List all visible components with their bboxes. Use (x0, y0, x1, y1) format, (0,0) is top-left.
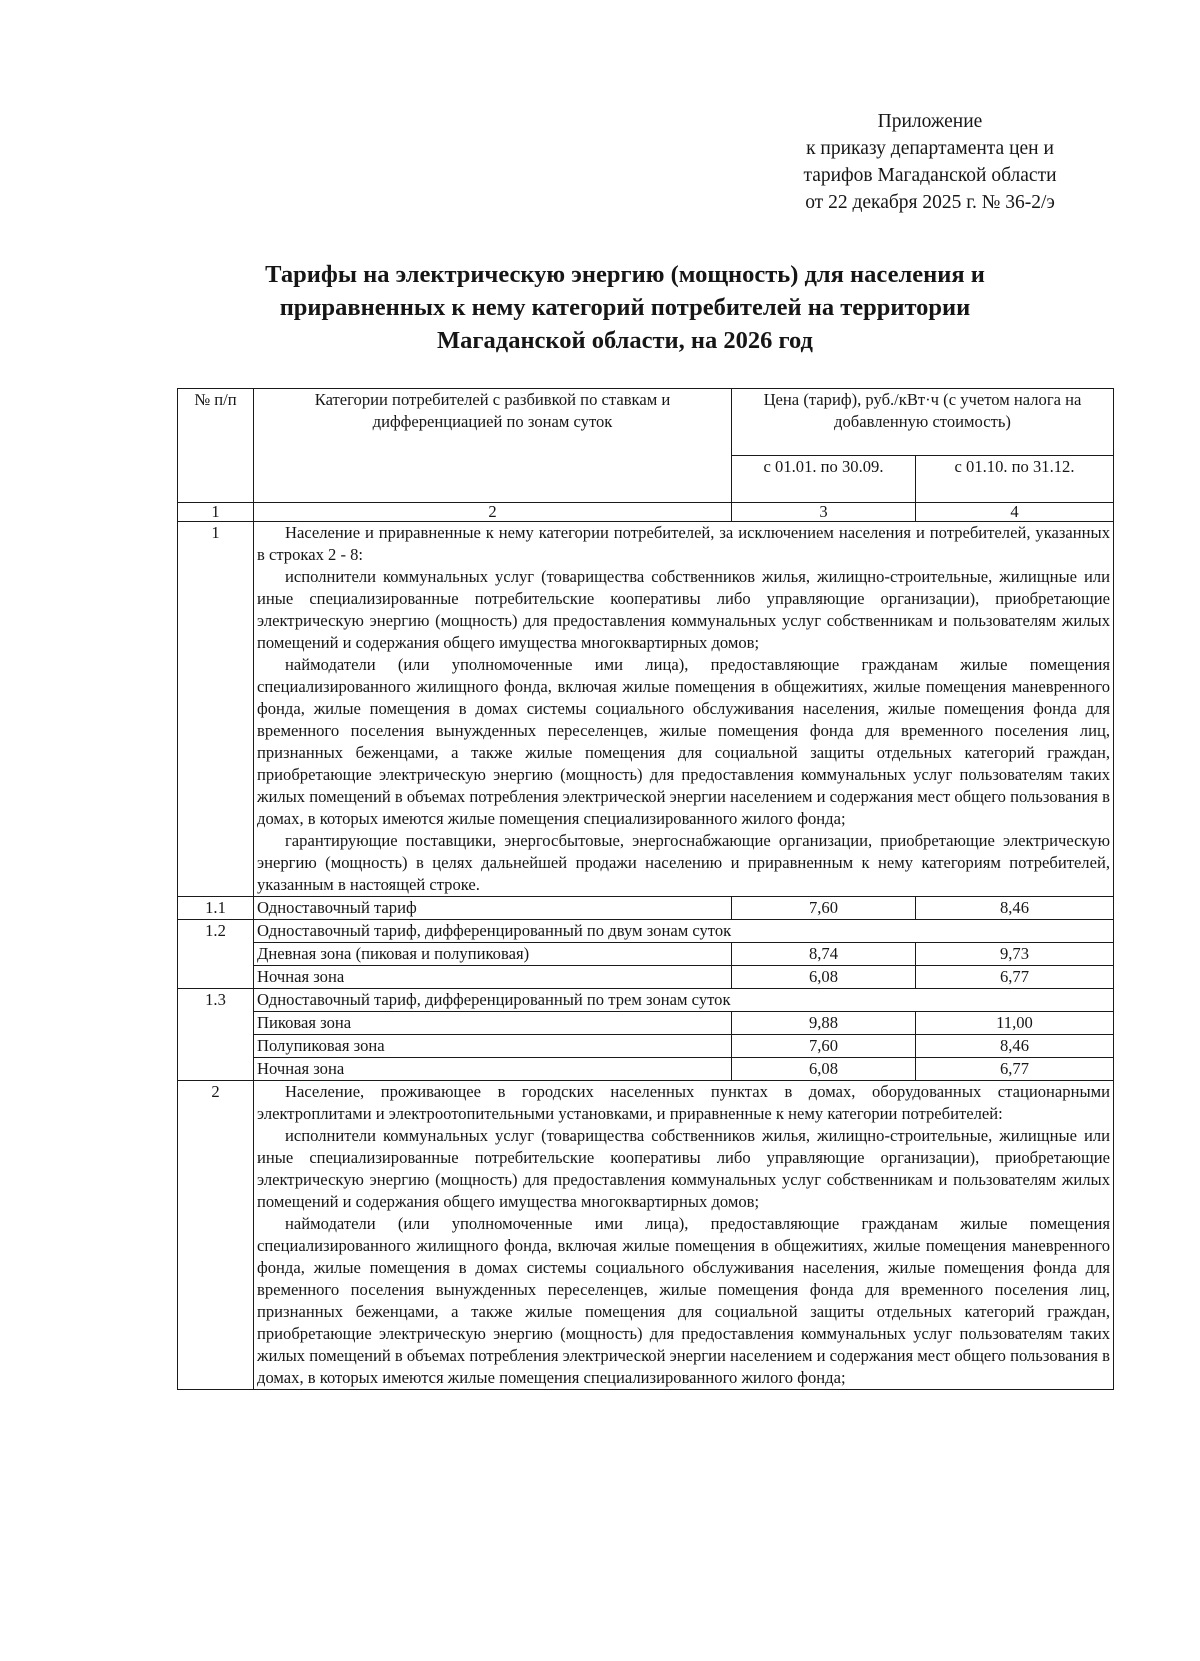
document-title (160, 258, 1090, 357)
zone-label: Ночная зона (254, 966, 732, 989)
table-row (178, 966, 1114, 989)
zone-label: Ночная зона (254, 1058, 732, 1081)
category-description (254, 522, 1114, 897)
paragraph: Население и приравненные к нему категории потребителей, за исключением населения и потребителей, указанных в строках 2 - 8: (257, 523, 1110, 564)
row-number: 1.3 (178, 989, 254, 1081)
tariff-value: 8,46 (916, 897, 1114, 920)
table-header-row (178, 389, 1114, 456)
table-row (178, 943, 1114, 966)
column-index: 4 (916, 503, 1114, 522)
row-number: 2 (178, 1081, 254, 1390)
tariff-value: 8,46 (916, 1035, 1114, 1058)
row-number: 1.2 (178, 920, 254, 989)
tariff-value: 6,77 (916, 1058, 1114, 1081)
appendix-line: тарифов Магаданской области (803, 165, 1057, 186)
appendix-line: к приказу департамента цен и (806, 138, 1054, 159)
row-number: 1 (178, 522, 254, 897)
table-row (178, 989, 1114, 1012)
paragraph: наймодатели (или уполномоченные ими лица), предоставляющие гражданам жилые помещения специализированного жилищного фонда, включая жилые помещения в общежитиях, жилые помещения маневренного фонда, жилые помещения в домах системы социального обслуживания населения, жилые помещения фонда для временного поселения вынужденных переселенцев, жилые помещения фонда для временного поселения лиц, признанных беженцами, а также жилые помещения для социальной защиты отдельных категорий граждан, приобретающие электрическую энергию (мощность) для предоставления коммунальных услуг пользователям таких жилых помещений в объемах потребления электрической энергии населением и содержания мест общего пользования в домах, в которых имеются жилые помещения специализированного жилого фонда; (257, 1214, 1110, 1387)
row-label: Одноставочный тариф, дифференцированный по двум зонам суток (254, 920, 1114, 943)
header-category: Категории потребителей с разбивкой по ставкам и дифференциацией по зонам суток (254, 389, 732, 503)
title-line: приравненных к нему категорий потребителей на территории (279, 294, 971, 321)
tariff-value: 7,60 (732, 1035, 916, 1058)
zone-label: Пиковая зона (254, 1012, 732, 1035)
tariff-value: 9,88 (732, 1012, 916, 1035)
table-row (178, 1081, 1114, 1390)
title-line: Магаданской области, на 2026 год (437, 327, 813, 354)
row-label: Одноставочный тариф, дифференцированный по трем зонам суток (254, 989, 1114, 1012)
table-row (178, 1058, 1114, 1081)
appendix-line: от 22 декабря 2025 г. № 36-2/э (805, 192, 1055, 213)
header-price: Цена (тариф), руб./кВт·ч (с учетом налога на добавленную стоимость) (732, 389, 1114, 456)
table-row (178, 920, 1114, 943)
row-number: 1.1 (178, 897, 254, 920)
column-index: 2 (254, 503, 732, 522)
appendix-line: Приложение (877, 111, 983, 132)
paragraph: исполнители коммунальных услуг (товарищества собственников жилья, жилищно-строительные, жилищные или иные специализированные потребительские кооперативы либо управляющие организации), приобретающие электрическую энергию (мощность) для предоставления коммунальных услуг собственникам и пользователям жилых помещений и содержания общего имущества многоквартирных домов; (257, 1126, 1110, 1211)
tariff-value: 6,77 (916, 966, 1114, 989)
tariff-value: 9,73 (916, 943, 1114, 966)
tariff-value: 11,00 (916, 1012, 1114, 1035)
paragraph: Население, проживающее в городских населенных пунктах в домах, оборудованных стационарными электроплитами и электроотопительными установками, и приравненные к нему категории потребителей: (257, 1082, 1110, 1123)
tariff-value: 6,08 (732, 1058, 916, 1081)
table-row (178, 1035, 1114, 1058)
tariff-table (177, 388, 1114, 1390)
row-label: Одноставочный тариф (254, 897, 732, 920)
title-line: Тарифы на электрическую энергию (мощность) для населения и (265, 261, 985, 288)
column-index: 3 (732, 503, 916, 522)
zone-label: Полупиковая зона (254, 1035, 732, 1058)
paragraph: гарантирующие поставщики, энергосбытовые, энергоснабжающие организации, приобретающие электрическую энергию (мощность) в целях дальнейшей продажи населению и приравненным к нему категориям потребителей, указанным в настоящей строке. (257, 831, 1110, 894)
paragraph: наймодатели (или уполномоченные ими лица), предоставляющие гражданам жилые помещения специализированного жилищного фонда, включая жилые помещения в общежитиях, жилые помещения маневренного фонда, жилые помещения в домах системы социального обслуживания населения, жилые помещения фонда для временного поселения вынужденных переселенцев, жилые помещения фонда для временного поселения лиц, признанных беженцами, а также жилые помещения для социальной защиты отдельных категорий граждан, приобретающие электрическую энергию (мощность) для предоставления коммунальных услуг пользователям таких жилых помещений в объемах потребления электрической энергии населением и содержания мест общего пользования в домах, в которых имеются жилые помещения специализированного жилого фонда; (257, 655, 1110, 828)
table-row (178, 1012, 1114, 1035)
header-num: № п/п (178, 389, 254, 503)
column-index: 1 (178, 503, 254, 522)
tariff-value: 8,74 (732, 943, 916, 966)
tariff-value: 6,08 (732, 966, 916, 989)
table-row (178, 522, 1114, 897)
column-index-row (178, 503, 1114, 522)
header-period-2: с 01.10. по 31.12. (916, 456, 1114, 503)
paragraph: исполнители коммунальных услуг (товарищества собственников жилья, жилищно-строительные, жилищные или иные специализированные потребительские кооперативы либо управляющие организации), приобретающие электрическую энергию (мощность) для предоставления коммунальных услуг собственникам и пользователям жилых помещений и содержания общего имущества многоквартирных домов; (257, 567, 1110, 652)
zone-label: Дневная зона (пиковая и полупиковая) (254, 943, 732, 966)
header-period-1: с 01.01. по 30.09. (732, 456, 916, 503)
category-description (254, 1081, 1114, 1390)
appendix-header (740, 108, 1120, 216)
table-row (178, 897, 1114, 920)
tariff-value: 7,60 (732, 897, 916, 920)
